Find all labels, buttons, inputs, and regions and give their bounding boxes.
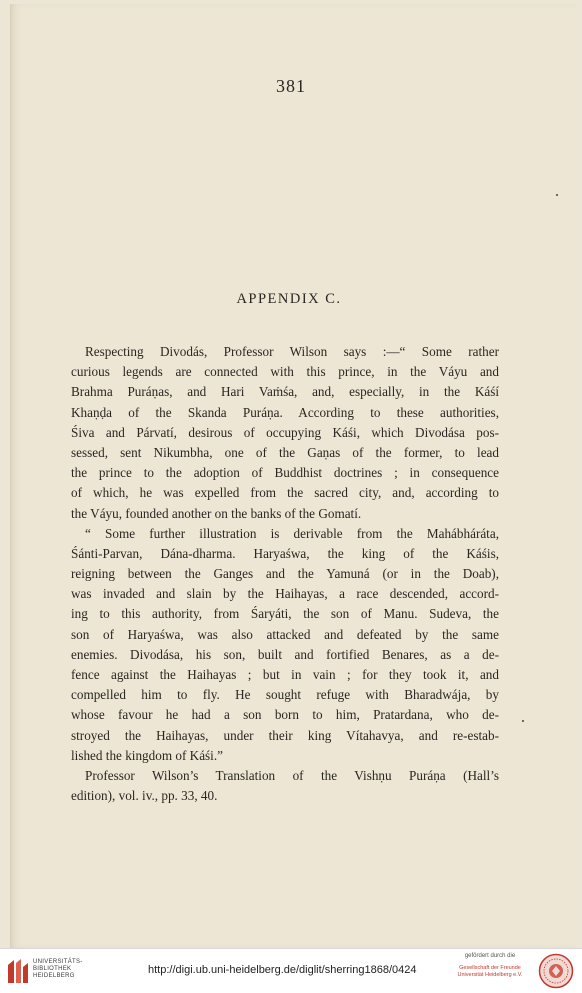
university-library-logo-icon xyxy=(6,957,30,985)
text-line: stroyed the Haihayas, under their king Vítahavya, and re-estab- xyxy=(71,727,499,743)
paper-speck xyxy=(556,194,558,196)
text-line: whose favour he had a son born to him, Pratardana, who de- xyxy=(71,707,499,723)
sponsor-credit xyxy=(450,953,530,979)
text-line: Brahma Puráṇas, and Hari Vaṁśa, and, especially, in the Káśí xyxy=(71,384,499,400)
text-line: Respecting Divodás, Professor Wilson says :—“ Some rather xyxy=(85,344,499,359)
text-line: enemies. Divodása, his son, built and fortified Benares, as a de- xyxy=(71,646,499,662)
text-line: “ Some further illustration is derivable from the Mahábháráta, xyxy=(85,525,499,541)
text-line: Śánti-Parvan, Dána-dharma. Haryaśwa, the king of the Káśis, xyxy=(71,545,499,561)
text-line: Professor Wilson’s Translation of the Vishṇu Puráṇa (Hall’s xyxy=(85,767,499,783)
permalink-url[interactable]: http://digi.ub.uni-heidelberg.de/diglit/sherring1868/0424 xyxy=(148,964,417,976)
text-line: curious legends are connected with this prince, in the Váyu and xyxy=(71,364,499,380)
text-line: lished the kingdom of Káśi.” xyxy=(71,747,223,763)
page-number: 381 xyxy=(276,76,306,96)
library-name-line: BIBLIOTHEK xyxy=(33,966,72,972)
sponsor-intro: gefördert durch die xyxy=(464,953,516,959)
paper-speck xyxy=(522,720,524,722)
university-seal-icon xyxy=(538,953,574,989)
library-name-line: HEIDELBERG xyxy=(33,973,75,979)
appendix-heading: APPENDIX C. xyxy=(236,291,342,307)
text-line: edition), vol. iv., pp. 33, 40. xyxy=(71,788,218,804)
text-line: sessed, sent Nikumbha, one of the Gaṇas of the former, to lead xyxy=(71,444,499,460)
text-line: was invaded and slain by the Haihayas, a race descended, accord- xyxy=(71,586,499,602)
text-line: the Váyu, founded another on the banks of the Gomatí. xyxy=(71,505,362,521)
text-line: fence against the Haihayas ; but in vain ; for they took it, and xyxy=(71,667,499,682)
digitization-footer xyxy=(0,948,582,993)
library-name xyxy=(33,959,83,980)
body-text xyxy=(71,342,499,806)
text-line: compelled him to fly. He sought refuge with Bharadwája, by xyxy=(71,687,499,703)
sponsor-name-line: Universität Heidelberg e.V. xyxy=(457,972,523,978)
sponsor-name-line: Gesellschaft der Freunde xyxy=(459,965,521,971)
book-page xyxy=(10,4,576,948)
text-line: Śiva and Párvatí, desirous of occupying Káśi, which Divodása pos- xyxy=(71,424,499,440)
text-line: son of Haryaśwa, was also attacked and defeated by the same xyxy=(71,626,499,642)
text-line: reigning between the Ganges and the Yamuná (or in the Doab), xyxy=(71,566,499,582)
text-line: the prince to the adoption of Buddhist doctrines ; in consequence xyxy=(71,465,499,481)
text-line: ing to this authority, from Śaryáti, the son of Manu. Sudeva, the xyxy=(71,606,499,622)
library-name-line: UNIVERSITÄTS- xyxy=(33,959,83,965)
text-line: Khaṇḍa of the Skanda Puráṇa. According to these authorities, xyxy=(71,404,499,420)
text-line: of which, he was expelled from the sacred city, and, according to xyxy=(71,485,499,501)
